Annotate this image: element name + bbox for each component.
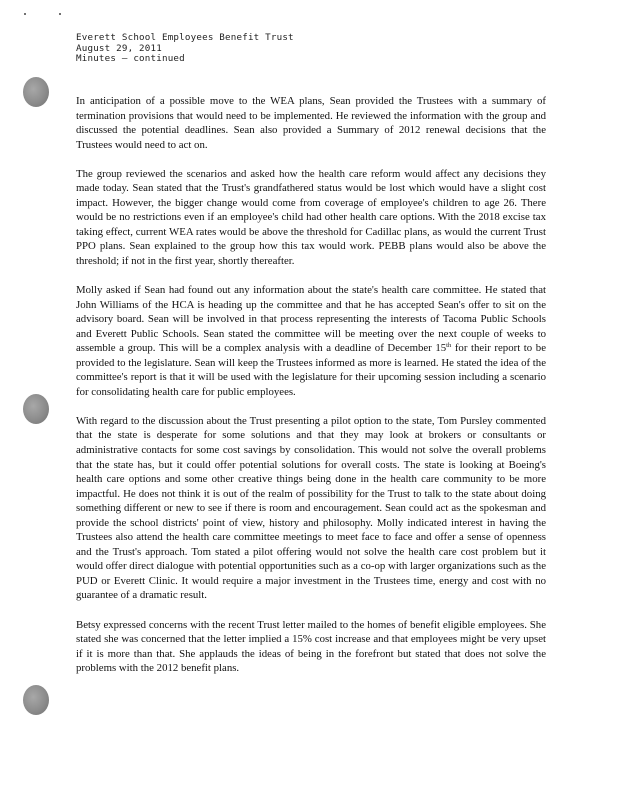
document-body [76, 94, 546, 676]
paragraph-wea-plans: In anticipation of a possible move to the WEA plans, Sean provided the Trustees with a summary of termination provisions that would need to be implemented. He reviewed the information with the group and discussed the potential deadlines. Sean also provided a Summary of 2012 renewal decisions that the Trustees would need to act on. [76, 95, 546, 151]
paragraph-health-care-reform: The group reviewed the scenarios and asked how the health care reform would affect any decisions they made today. Sean stated that the Trust's grandfathered status would be lost which would have a slight cost impact. However, the bigger change would come from coverage of employee's children to age 26. There would be no restrictions even if an employee's child had other health care options. With the 2018 excise tax taking effect, current WEA rates would be above the threshold for Cadillac plans, as would the current Trust PPO plans. Sean explained to the group how this tax would work. PEBB plans would also be above the threshold; if not in the first year, shortly thereafter. [76, 167, 546, 267]
paragraph-pilot-option: With regard to the discussion about the Trust presenting a pilot option to the state, Tom Pursley commented that the state is desperate for some solutions and that they may look at brokers or consultants or administrative contacts for some cost savings by consolidation. This would not solve the overall problems that the state has, but it could offer potential solutions for overall costs. The state is looking at Boeing's health care options and some other creative things being done in the health care community to be more impactful. He does not think it is out of the realm of possibility for the Trust to talk to the state about doing something different or new to see if there is room and encouragement. Sean could act as the spokesman and provide the school districts' point of view, history and philosophy. Molly indicated interest in having the Trustees also attend the health care committee meetings to meet face to face and offer a sense of openness and the Trust's approach. Tom stated a pilot offering would not solve the health care cost problem but it would offer direct dialogue with potential opportunities such as a co-op with larger organizations such as the PUD or Everett Clinic. It would require a major investment in the Trustees time, energy and cost with no guarantee of a dramatic result. [76, 414, 546, 602]
header-subtitle: Minutes – continued [76, 53, 185, 64]
paragraph-trust-letter: Betsy expressed concerns with the recent Trust letter mailed to the homes of benefit eligible employees. She stated she was concerned that the letter implied a 15% cost increase and that employees might be very upset if it is more than that. She applauds the ideas of being in the forefront but stated that does not solve the problems with the 2012 benefit plans. [76, 618, 546, 675]
header-date: August 29, 2011 [76, 42, 162, 54]
paragraph-text: Molly asked if Sean had found out any information about the state's health care committee. He stated that John Williams of the HCA is heading up the committee and that he has accepted Sean's offer to sit on the advisory board. Sean will be involved in that process representing the interests of Tacoma Public Schools and Everett Public Schools. Sean stated the committee will be meeting over the next couple of weeks to assemble a group. This will be a complex analysis with a deadline of December 15 [76, 284, 546, 355]
header-organization: Everett School Employees Benefit Trust [76, 32, 294, 43]
scan-speck [24, 13, 26, 15]
scan-speck [59, 13, 61, 15]
punch-hole-middle [23, 394, 49, 424]
document-header [76, 33, 294, 65]
paragraph-text: for their report to be provided to the legislature. Sean will keep the Trustees informed as more is learned. He stated the idea of the committee's report is that it will be used with the legislature for their upcoming session including a scenario for consolidating health care for public employees. [76, 342, 546, 398]
ordinal-suffix: th [446, 342, 452, 350]
paragraph-state-committee [76, 283, 546, 399]
punch-hole-bottom [23, 685, 49, 715]
punch-hole-top [23, 77, 49, 107]
